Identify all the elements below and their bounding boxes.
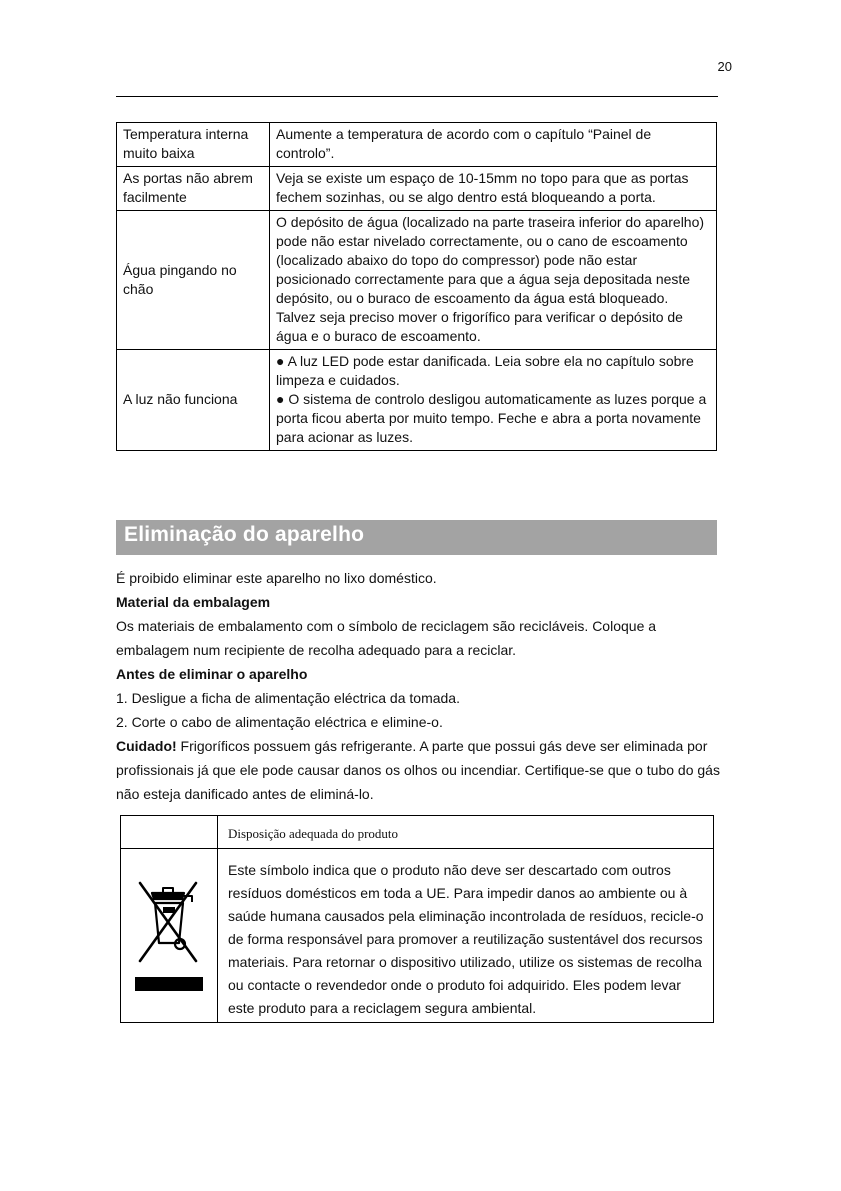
problem-cell: Água pingando no chão [117, 211, 270, 350]
disposal-table [120, 815, 714, 1023]
page-number: 20 [717, 59, 732, 74]
table-row [117, 350, 717, 451]
table-row [117, 167, 717, 211]
solution-bullet: ● O sistema de controlo desligou automaticamente as luzes porque a porta ficou aberta por muito tempo. Feche e abra a porta novamente para acionar as luzes. [276, 391, 707, 445]
problem-cell: As portas não abrem facilmente [117, 167, 270, 211]
solution-cell: Veja se existe um espaço de 10-15mm no topo para que as portas fechem sozinhas, ou se algo dentro está bloqueando a porta. [270, 167, 717, 211]
intro-paragraph: É proibido eliminar este aparelho no lixo doméstico. [116, 570, 437, 586]
crossed-out-wheelie-bin-icon [132, 869, 206, 995]
packaging-paragraph: Os materiais de embalamento com o símbolo de reciclagem são recicláveis. Coloque a embalagem num recipiente de recolha adequado para a reciclar. [116, 618, 657, 658]
solution-cell: Aumente a temperatura de acordo com o capítulo “Painel de controlo”. [270, 123, 717, 167]
table-row [117, 211, 717, 350]
troubleshooting-table [116, 122, 717, 451]
disposal-table-heading: Disposição adequada do produto [218, 816, 714, 849]
problem-cell: Temperatura interna muito baixa [117, 123, 270, 167]
section-heading-bar [116, 520, 717, 555]
table-row [121, 816, 714, 849]
solution-bullet: ● A luz LED pode estar danificada. Leia sobre ela no capítulo sobre limpeza e cuidados. [276, 353, 694, 388]
table-row [117, 123, 717, 167]
packaging-heading: Material da embalagem [116, 594, 271, 610]
table-row [121, 849, 714, 1023]
step-item: 1. Desligue a ficha de alimentação eléctrica da tomada. [116, 690, 460, 706]
caution-text: Frigoríficos possuem gás refrigerante. A parte que possui gás deve ser eliminada por profissionais já que ele pode causar danos os olhos ou incendiar. Certifique-se que o tubo do gás não esteja danificado antes de eliminá-lo. [116, 738, 720, 802]
solution-cell [270, 350, 717, 451]
disposal-table-text: Este símbolo indica que o produto não deve ser descartado com outros resíduos domésticos em toda a UE. Para impedir danos ao ambiente ou à saúde humana causados pela eliminação incontrolada de resíduos, recicle-o de forma responsável para promover a reutilização sustentável dos recursos materiais. Para retornar o dispositivo utilizado, utilize os sistemas de recolha ou contacte o revendedor onde o produto foi adquirido. Eles podem levar este produto para a reciclagem segura ambiental. [218, 849, 714, 1023]
disposal-body [116, 566, 720, 806]
before-disposal-heading: Antes de eliminar o aparelho [116, 666, 308, 682]
header-rule [116, 96, 718, 97]
caution-paragraph [116, 734, 720, 806]
empty-cell [121, 816, 218, 849]
problem-cell: A luz não funciona [117, 350, 270, 451]
solution-cell: O depósito de água (localizado na parte traseira inferior do aparelho) pode não estar nivelado correctamente, ou o cano de escoamento (localizado abaixo do topo do compressor) pode não estar posicionado correctamente para que a água seja depositada neste depósito, ou o buraco de escoamento da água está bloqueado. Talvez seja preciso mover o frigorífico para verificar o depósito de água e o buraco de escoamento. [270, 211, 717, 350]
section-title: Eliminação do aparelho [124, 523, 365, 546]
caution-label: Cuidado! [116, 738, 177, 754]
weee-symbol-cell [121, 849, 218, 1023]
step-item: 2. Corte o cabo de alimentação eléctrica e elimine-o. [116, 714, 443, 730]
